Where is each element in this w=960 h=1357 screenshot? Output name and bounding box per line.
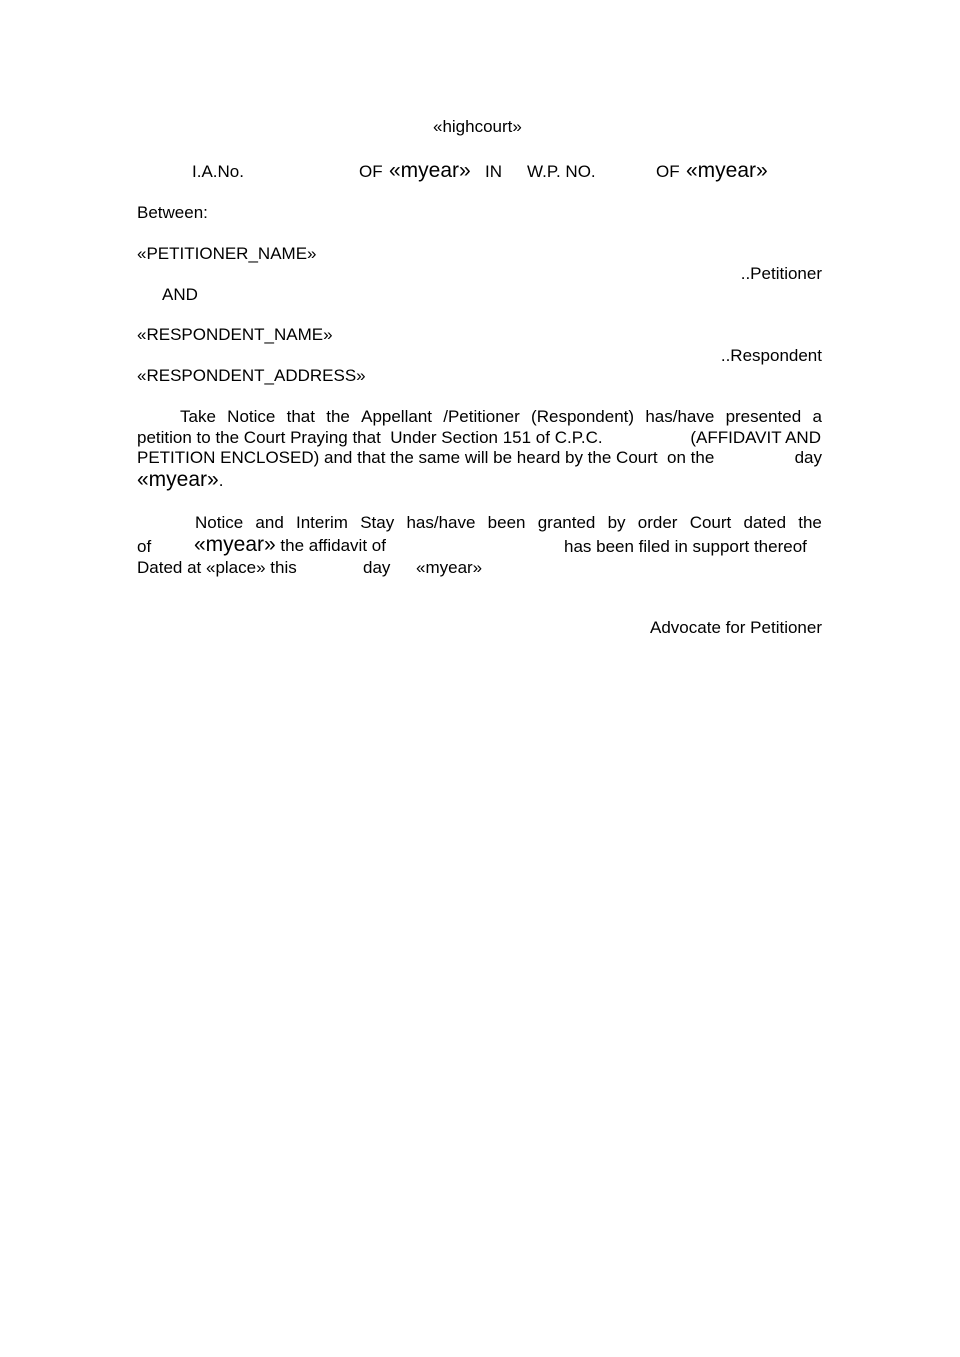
notice-word-segment: (Respondent) xyxy=(531,407,635,426)
and-label: AND xyxy=(162,285,198,304)
stay-word-segment: and xyxy=(255,513,284,532)
affidavit-label: the affidavit of xyxy=(275,536,386,555)
notice-text-segment: (AFFIDAVIT AND xyxy=(690,428,821,447)
day-label: day xyxy=(363,558,391,577)
support-label: has been filed in support thereof xyxy=(564,537,807,556)
notice-paragraph-line-4 xyxy=(137,469,223,490)
notice-paragraph-line-2 xyxy=(137,429,821,446)
year-field-2: «myear» xyxy=(686,159,768,182)
notice-word-segment: the xyxy=(326,407,350,426)
of-label-3: of xyxy=(137,537,152,556)
advocate-signature-label: Advocate for Petitioner xyxy=(650,618,822,637)
notice-word-segment: Take xyxy=(180,407,216,426)
stay-word-segment: Court xyxy=(689,513,732,532)
notice-text-segment: day xyxy=(794,448,822,467)
notice-word-segment: /Petitioner xyxy=(443,407,520,426)
year-field-1: «myear» xyxy=(389,159,471,182)
notice-text-segment: PETITION ENCLOSED) and that the same will be heard by the Court on the xyxy=(137,448,715,467)
petitioner-name: «PETITIONER_NAME» xyxy=(137,244,317,263)
notice-word-segment: a xyxy=(812,407,822,426)
notice-paragraph-line-1 xyxy=(180,408,822,425)
notice-word-segment: Appellant xyxy=(361,407,432,426)
stay-paragraph-line-1 xyxy=(195,514,822,531)
wp-no-label: W.P. NO. xyxy=(527,162,596,181)
stay-word-segment: Interim xyxy=(296,513,348,532)
of-label-1: OF xyxy=(359,162,388,181)
stay-word-segment: order xyxy=(637,513,678,532)
stay-word-segment: the xyxy=(798,513,822,532)
period: . xyxy=(218,471,224,490)
stay-word-segment: by xyxy=(607,513,626,532)
petitioner-role-label: ..Petitioner xyxy=(740,264,822,283)
respondent-role-label: ..Respondent xyxy=(720,346,822,365)
dated-at-label: Dated at «place» this xyxy=(137,558,297,577)
between-label: Between: xyxy=(137,203,208,222)
notice-word-segment: that xyxy=(286,407,315,426)
stay-word-segment: Stay xyxy=(360,513,395,532)
respondent-address: «RESPONDENT_ADDRESS» xyxy=(137,366,366,385)
notice-text-segment: petition to the Court Praying that Under Section 151 of C.P.C. xyxy=(137,428,603,447)
stay-word-segment: granted xyxy=(537,513,596,532)
year-field-3: «myear» xyxy=(137,468,219,491)
of-label-2: OF xyxy=(656,162,685,181)
stay-word-segment: Notice xyxy=(195,513,244,532)
notice-word-segment: has/have xyxy=(645,407,715,426)
notice-paragraph-line-3 xyxy=(137,449,822,466)
stay-word-segment: has/have xyxy=(406,513,476,532)
affidavit-segment xyxy=(194,534,386,555)
stay-word-segment: been xyxy=(487,513,526,532)
respondent-name: «RESPONDENT_NAME» xyxy=(137,325,333,344)
notice-word-segment: Notice xyxy=(227,407,276,426)
notice-word-segment: presented xyxy=(725,407,802,426)
court-name: «highcourt» xyxy=(433,117,522,136)
stay-word-segment: dated xyxy=(743,513,787,532)
year-field-4: «myear» xyxy=(194,533,276,556)
year-field-5: «myear» xyxy=(416,558,483,577)
in-label: IN xyxy=(485,162,502,181)
ia-no-label: I.A.No. xyxy=(192,162,244,181)
